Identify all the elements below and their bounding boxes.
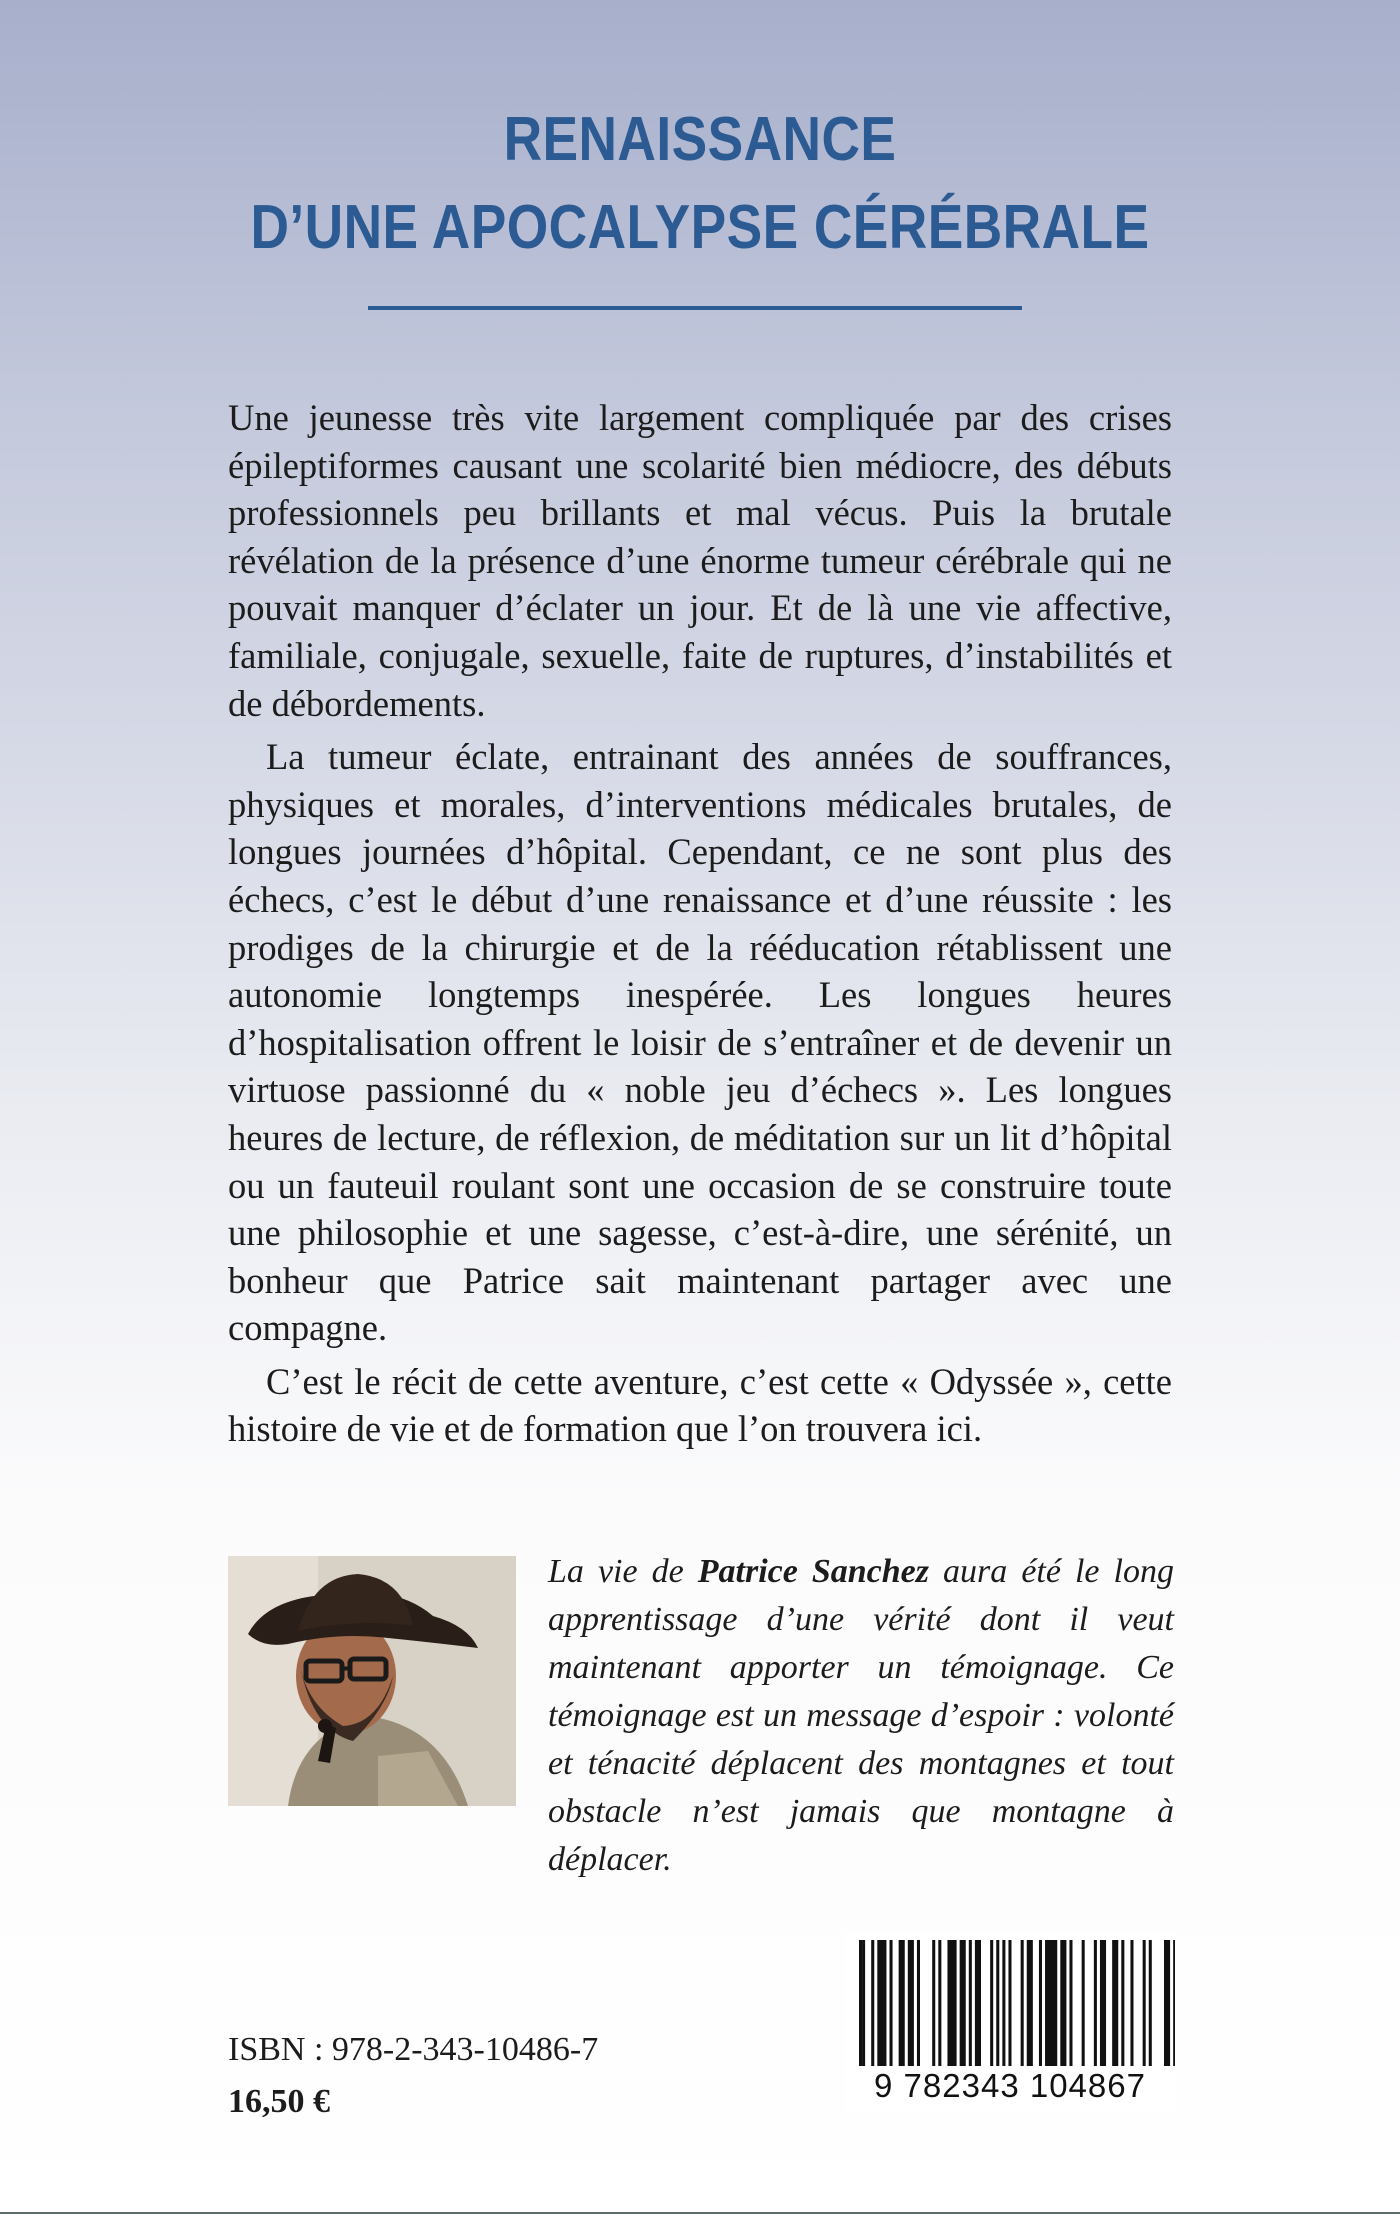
author-photo [228, 1556, 516, 1806]
barcode-bar [917, 1940, 920, 2074]
book-title [98, 96, 1302, 272]
barcode-bar [960, 1940, 966, 2074]
blurb-paragraph-2: La tumeur éclate, entrainant des années de souffrances, physiques et morales, d’interventions médicales brutales, de longues journées d’hôpital. Cependant, ce ne sont plus des échecs, c’est le début d’une renaissance et d’une réussite : les prodiges de la chirurgie et de la rééducation rétablissent une autonomie longtemps inespérée. Les longues heures d’hospitalisation offrent le loisir de s’entraîner et de devenir un virtuose passionné du « noble jeu d’échecs ». Les longues heures de lecture, de réflexion, de méditation sur un lit d’hôpital ou un fauteuil roulant sont une occasion de se construire toute une philosophie et une sagesse, c’est-à-dire, une sérénité, un bonheur que Patrice sait maintenant partager avec une compagne. [228, 736, 1172, 1349]
barcode-bar [1008, 1940, 1011, 2074]
title-line-1: RENAISSANCE [503, 105, 897, 174]
barcode-bar [1002, 1940, 1005, 2074]
barcode-bar [877, 1940, 886, 2074]
title-line-2: D’UNE APOCALYPSE CÉRÉBRALE [250, 193, 1150, 262]
back-cover-blurb [228, 394, 1172, 1453]
barcode-bar [938, 1940, 941, 2074]
barcode-bar [871, 1940, 874, 2074]
barcode-bar [1164, 1940, 1170, 2074]
barcode [845, 1932, 1175, 2114]
barcode-bar [996, 1940, 999, 2074]
barcode-bar [1060, 1940, 1066, 2074]
barcode-bar [932, 1940, 935, 2074]
barcode-bar [1143, 1940, 1146, 2074]
barcode-bar [947, 1940, 956, 2074]
barcode-bar [1027, 1940, 1033, 2074]
bottom-border [0, 2212, 1400, 2214]
title-divider [368, 306, 1022, 310]
author-bio-prefix: La vie de [548, 1553, 698, 1590]
isbn: ISBN : 978-2-343-10486-7 [228, 2031, 599, 2068]
barcode-bar [1021, 1940, 1024, 2074]
barcode-bar [1121, 1940, 1124, 2074]
barcode-bar [1100, 1940, 1106, 2074]
barcode-bar [908, 1940, 914, 2074]
barcode-bars [845, 1932, 1175, 2082]
barcode-bar [1173, 1940, 1175, 2074]
barcode-bar [859, 1940, 862, 2074]
barcode-bar [1039, 1940, 1042, 2074]
barcode-digits: 9 782343 104867 [845, 2066, 1175, 2106]
barcode-bar [975, 1940, 981, 2074]
barcode-bar [1045, 1940, 1057, 2074]
author-bio-suffix: aura été le long apprentissage d’une vérité dont il veut maintenant apporter un témoignage. Ce témoignage est un message d’espoir : volonté et ténacité déplacent des montagnes et tout obstacle n’est jamais que montagne à déplacer. [548, 1553, 1175, 1878]
author-bio [548, 1548, 1174, 1884]
blurb-paragraph-1: Une jeunesse très vite largement compliquée par des crises épileptiformes causant une scolarité bien médiocre, des débuts professionnels peu brillants et mal vécus. Puis la brutale révélation de la présence d’une énorme tumeur cérébrale qui ne pouvait manquer d’éclater un jour. Et de là une vie affective, familiale, conjugale, sexuelle, faite de ruptures, d’instabilités et de débordements. [228, 397, 1172, 724]
barcode-bar [1149, 1940, 1152, 2074]
blurb-paragraph-3: C’est le récit de cette aventure, c’est cette « Odyssée », cette histoire de vie et de formation que l’on trouvera ici. [228, 1360, 1172, 1450]
price: 16,50 € [228, 2083, 330, 2120]
author-name: Patrice Sanchez [697, 1553, 930, 1590]
barcode-bar [1130, 1940, 1133, 2074]
barcode-bar [862, 1940, 865, 2074]
barcode-bar [1069, 1940, 1072, 2074]
barcode-bar [969, 1940, 972, 2074]
barcode-bar [1112, 1940, 1118, 2074]
barcode-bar [1082, 1940, 1085, 2074]
barcode-bar [1094, 1940, 1097, 2074]
author-portrait-illustration [228, 1556, 516, 1806]
barcode-bar [890, 1940, 893, 2074]
barcode-bar [899, 1940, 905, 2074]
barcode-bar [990, 1940, 993, 2074]
